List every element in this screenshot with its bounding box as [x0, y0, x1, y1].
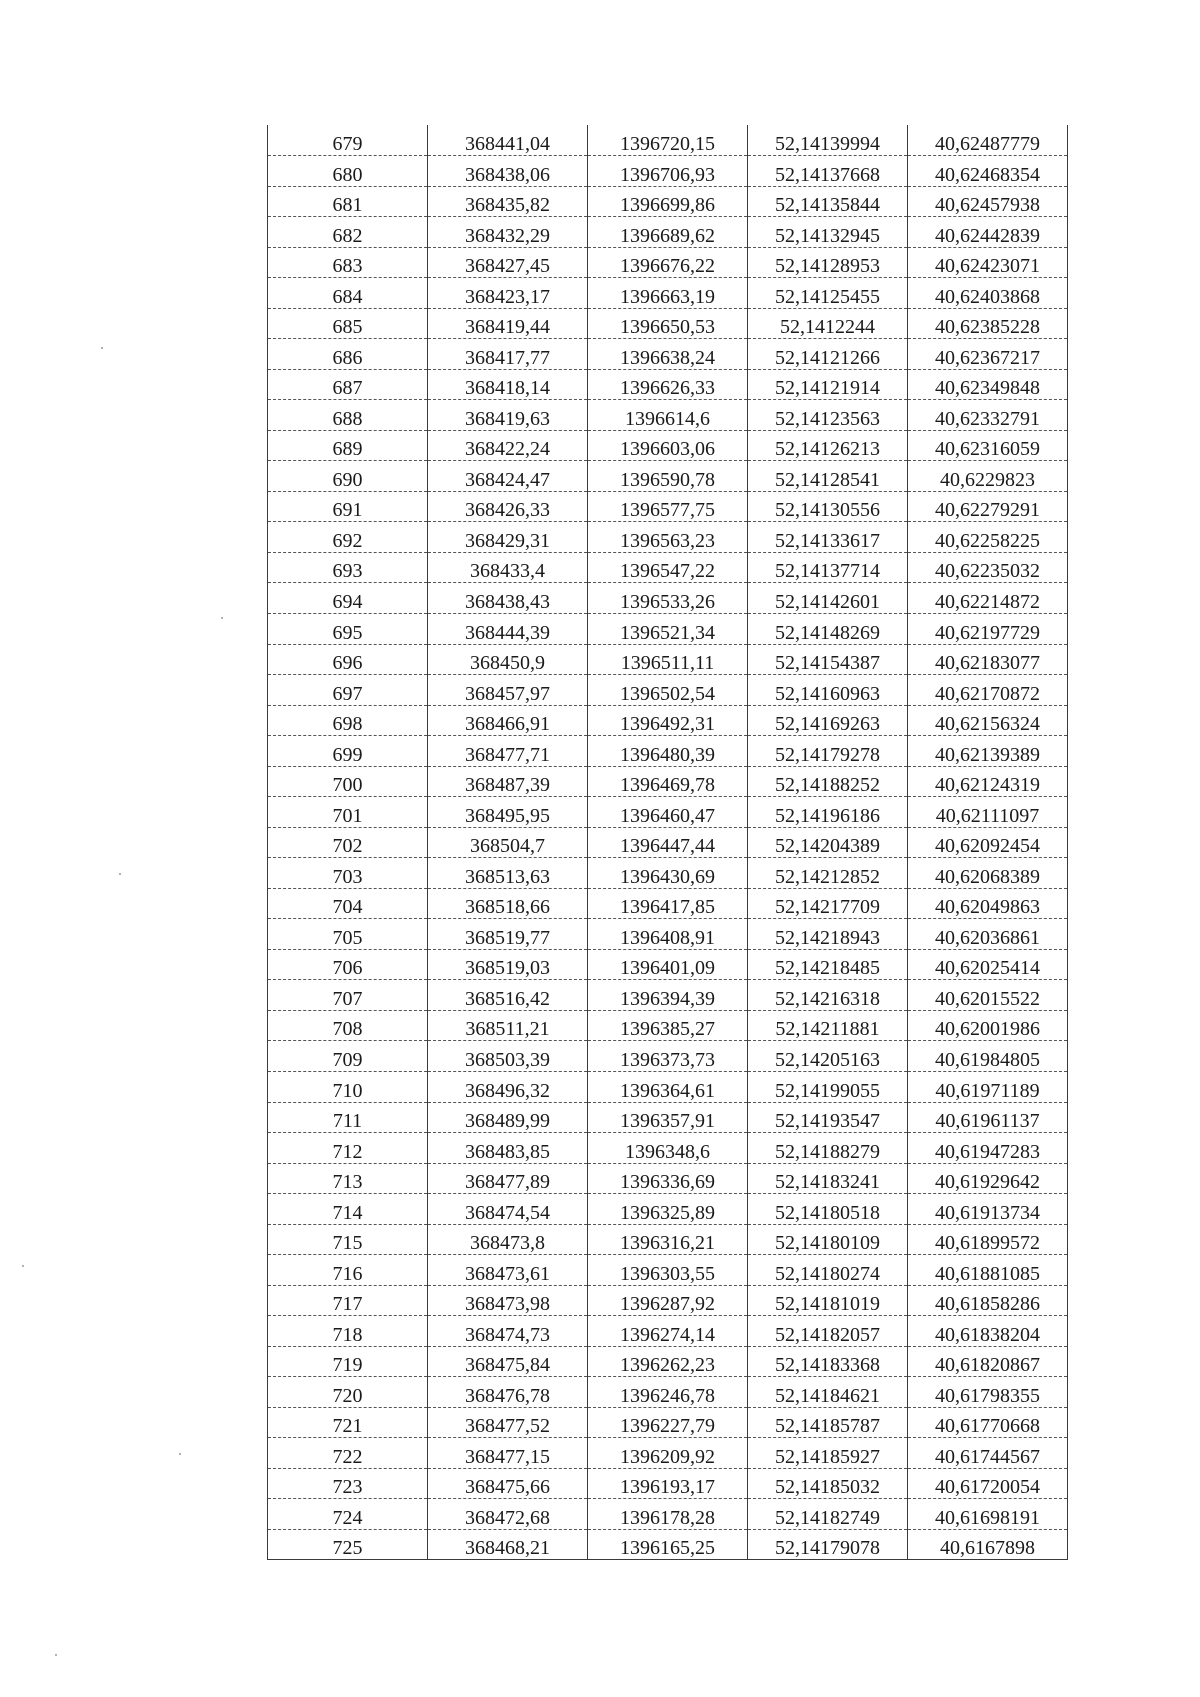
- latitude-cell: 52,14128541: [748, 461, 908, 492]
- scan-speck: [22, 1265, 24, 1267]
- coord-y-cell: 1396373,73: [588, 1041, 748, 1072]
- latitude-cell: 52,14179078: [748, 1529, 908, 1560]
- longitude-cell: 40,62197729: [908, 614, 1068, 645]
- coord-x-cell: 368419,44: [428, 308, 588, 339]
- table-row: [268, 1316, 1068, 1347]
- coord-y-cell: 1396563,23: [588, 522, 748, 553]
- latitude-cell: 52,14135844: [748, 186, 908, 217]
- point-number-cell: 683: [268, 247, 428, 278]
- coord-x-cell: 368474,73: [428, 1316, 588, 1347]
- longitude-cell: 40,62170872: [908, 675, 1068, 706]
- point-number-cell: 691: [268, 491, 428, 522]
- point-number-cell: 711: [268, 1102, 428, 1133]
- point-number-cell: 720: [268, 1377, 428, 1408]
- coord-y-cell: 1396394,39: [588, 980, 748, 1011]
- coord-y-cell: 1396385,27: [588, 1010, 748, 1041]
- coord-x-cell: 368474,54: [428, 1194, 588, 1225]
- latitude-cell: 52,14217709: [748, 888, 908, 919]
- table-row: [268, 1468, 1068, 1499]
- latitude-cell: 52,14154387: [748, 644, 908, 675]
- latitude-cell: 52,14180518: [748, 1194, 908, 1225]
- coord-x-cell: 368519,77: [428, 919, 588, 950]
- coord-y-cell: 1396547,22: [588, 552, 748, 583]
- coord-x-cell: 368417,77: [428, 339, 588, 370]
- table-row: [268, 369, 1068, 400]
- table-row: [268, 186, 1068, 217]
- latitude-cell: 52,14205163: [748, 1041, 908, 1072]
- longitude-cell: 40,62468354: [908, 156, 1068, 187]
- point-number-cell: 679: [268, 125, 428, 156]
- table-row: [268, 522, 1068, 553]
- point-number-cell: 706: [268, 949, 428, 980]
- latitude-cell: 52,14125455: [748, 278, 908, 309]
- longitude-cell: 40,61929642: [908, 1163, 1068, 1194]
- longitude-cell: 40,62214872: [908, 583, 1068, 614]
- coordinates-table-body: [268, 125, 1068, 1560]
- table-row: [268, 797, 1068, 828]
- latitude-cell: 52,14185032: [748, 1468, 908, 1499]
- table-row: [268, 1438, 1068, 1469]
- coord-x-cell: 368503,39: [428, 1041, 588, 1072]
- coord-x-cell: 368435,82: [428, 186, 588, 217]
- coord-y-cell: 1396364,61: [588, 1071, 748, 1102]
- longitude-cell: 40,62367217: [908, 339, 1068, 370]
- longitude-cell: 40,62183077: [908, 644, 1068, 675]
- point-number-cell: 712: [268, 1133, 428, 1164]
- longitude-cell: 40,62015522: [908, 980, 1068, 1011]
- table-row: [268, 125, 1068, 156]
- point-number-cell: 721: [268, 1407, 428, 1438]
- longitude-cell: 40,62111097: [908, 797, 1068, 828]
- longitude-cell: 40,62258225: [908, 522, 1068, 553]
- longitude-cell: 40,61698191: [908, 1499, 1068, 1530]
- coord-x-cell: 368477,52: [428, 1407, 588, 1438]
- latitude-cell: 52,14121914: [748, 369, 908, 400]
- longitude-cell: 40,61770668: [908, 1407, 1068, 1438]
- table-row: [268, 644, 1068, 675]
- latitude-cell: 52,14179278: [748, 736, 908, 767]
- coord-x-cell: 368489,99: [428, 1102, 588, 1133]
- table-row: [268, 980, 1068, 1011]
- point-number-cell: 690: [268, 461, 428, 492]
- table-row: [268, 614, 1068, 645]
- point-number-cell: 705: [268, 919, 428, 950]
- coord-x-cell: 368450,9: [428, 644, 588, 675]
- coord-x-cell: 368495,95: [428, 797, 588, 828]
- table-row: [268, 1285, 1068, 1316]
- table-row: [268, 339, 1068, 370]
- table-row: [268, 552, 1068, 583]
- point-number-cell: 723: [268, 1468, 428, 1499]
- point-number-cell: 694: [268, 583, 428, 614]
- point-number-cell: 680: [268, 156, 428, 187]
- coord-y-cell: 1396316,21: [588, 1224, 748, 1255]
- point-number-cell: 698: [268, 705, 428, 736]
- coord-x-cell: 368438,43: [428, 583, 588, 614]
- longitude-cell: 40,62385228: [908, 308, 1068, 339]
- coord-x-cell: 368473,61: [428, 1255, 588, 1286]
- coord-y-cell: 1396417,85: [588, 888, 748, 919]
- coord-y-cell: 1396227,79: [588, 1407, 748, 1438]
- point-number-cell: 702: [268, 827, 428, 858]
- coord-x-cell: 368433,4: [428, 552, 588, 583]
- table-row: [268, 1407, 1068, 1438]
- scan-speck: [101, 347, 103, 349]
- coord-y-cell: 1396408,91: [588, 919, 748, 950]
- table-row: [268, 1041, 1068, 1072]
- longitude-cell: 40,62036861: [908, 919, 1068, 950]
- point-number-cell: 689: [268, 430, 428, 461]
- coord-x-cell: 368423,17: [428, 278, 588, 309]
- table-row: [268, 1224, 1068, 1255]
- coord-y-cell: 1396663,19: [588, 278, 748, 309]
- coord-y-cell: 1396626,33: [588, 369, 748, 400]
- longitude-cell: 40,62457938: [908, 186, 1068, 217]
- table-row: [268, 1163, 1068, 1194]
- latitude-cell: 52,14188252: [748, 766, 908, 797]
- coord-y-cell: 1396699,86: [588, 186, 748, 217]
- longitude-cell: 40,61744567: [908, 1438, 1068, 1469]
- coord-y-cell: 1396401,09: [588, 949, 748, 980]
- longitude-cell: 40,62025414: [908, 949, 1068, 980]
- longitude-cell: 40,62403868: [908, 278, 1068, 309]
- latitude-cell: 52,14218485: [748, 949, 908, 980]
- table-row: [268, 247, 1068, 278]
- table-row: [268, 217, 1068, 248]
- coord-x-cell: 368477,71: [428, 736, 588, 767]
- point-number-cell: 701: [268, 797, 428, 828]
- coord-x-cell: 368519,03: [428, 949, 588, 980]
- table-row: [268, 949, 1068, 980]
- table-row: [268, 491, 1068, 522]
- latitude-cell: 52,14132945: [748, 217, 908, 248]
- table-row: [268, 736, 1068, 767]
- latitude-cell: 52,14211881: [748, 1010, 908, 1041]
- table-row: [268, 1133, 1068, 1164]
- point-number-cell: 713: [268, 1163, 428, 1194]
- coord-y-cell: 1396325,89: [588, 1194, 748, 1225]
- longitude-cell: 40,62001986: [908, 1010, 1068, 1041]
- point-number-cell: 684: [268, 278, 428, 309]
- coord-y-cell: 1396287,92: [588, 1285, 748, 1316]
- table-row: [268, 705, 1068, 736]
- coord-y-cell: 1396502,54: [588, 675, 748, 706]
- coord-x-cell: 368487,39: [428, 766, 588, 797]
- latitude-cell: 52,14121266: [748, 339, 908, 370]
- latitude-cell: 52,14185927: [748, 1438, 908, 1469]
- coord-y-cell: 1396603,06: [588, 430, 748, 461]
- longitude-cell: 40,62487779: [908, 125, 1068, 156]
- coord-x-cell: 368418,14: [428, 369, 588, 400]
- longitude-cell: 40,62332791: [908, 400, 1068, 431]
- point-number-cell: 719: [268, 1346, 428, 1377]
- latitude-cell: 52,14196186: [748, 797, 908, 828]
- coord-y-cell: 1396165,25: [588, 1529, 748, 1560]
- longitude-cell: 40,61720054: [908, 1468, 1068, 1499]
- point-number-cell: 715: [268, 1224, 428, 1255]
- point-number-cell: 718: [268, 1316, 428, 1347]
- scan-speck: [179, 1453, 181, 1455]
- coord-y-cell: 1396348,6: [588, 1133, 748, 1164]
- table-row: [268, 1499, 1068, 1530]
- point-number-cell: 687: [268, 369, 428, 400]
- latitude-cell: 52,14184621: [748, 1377, 908, 1408]
- latitude-cell: 52,14160963: [748, 675, 908, 706]
- table-row: [268, 919, 1068, 950]
- point-number-cell: 697: [268, 675, 428, 706]
- table-row: [268, 1102, 1068, 1133]
- coord-y-cell: 1396689,62: [588, 217, 748, 248]
- point-number-cell: 717: [268, 1285, 428, 1316]
- coord-y-cell: 1396614,6: [588, 400, 748, 431]
- coord-x-cell: 368468,21: [428, 1529, 588, 1560]
- longitude-cell: 40,61798355: [908, 1377, 1068, 1408]
- latitude-cell: 52,14123563: [748, 400, 908, 431]
- point-number-cell: 709: [268, 1041, 428, 1072]
- coord-x-cell: 368473,8: [428, 1224, 588, 1255]
- latitude-cell: 52,14148269: [748, 614, 908, 645]
- table-row: [268, 675, 1068, 706]
- latitude-cell: 52,14183241: [748, 1163, 908, 1194]
- point-number-cell: 685: [268, 308, 428, 339]
- longitude-cell: 40,62068389: [908, 858, 1068, 889]
- table-row: [268, 766, 1068, 797]
- coordinates-table: [267, 125, 1068, 1560]
- longitude-cell: 40,61858286: [908, 1285, 1068, 1316]
- point-number-cell: 703: [268, 858, 428, 889]
- coord-x-cell: 368475,66: [428, 1468, 588, 1499]
- coord-x-cell: 368504,7: [428, 827, 588, 858]
- coord-y-cell: 1396511,11: [588, 644, 748, 675]
- coord-x-cell: 368432,29: [428, 217, 588, 248]
- coord-x-cell: 368466,91: [428, 705, 588, 736]
- latitude-cell: 52,14181019: [748, 1285, 908, 1316]
- longitude-cell: 40,62442839: [908, 217, 1068, 248]
- point-number-cell: 686: [268, 339, 428, 370]
- point-number-cell: 700: [268, 766, 428, 797]
- table-row: [268, 400, 1068, 431]
- coord-y-cell: 1396357,91: [588, 1102, 748, 1133]
- coord-y-cell: 1396303,55: [588, 1255, 748, 1286]
- longitude-cell: 40,62092454: [908, 827, 1068, 858]
- point-number-cell: 695: [268, 614, 428, 645]
- latitude-cell: 52,14182749: [748, 1499, 908, 1530]
- latitude-cell: 52,14139994: [748, 125, 908, 156]
- point-number-cell: 722: [268, 1438, 428, 1469]
- table-row: [268, 1010, 1068, 1041]
- longitude-cell: 40,61838204: [908, 1316, 1068, 1347]
- coord-x-cell: 368477,89: [428, 1163, 588, 1194]
- coord-y-cell: 1396676,22: [588, 247, 748, 278]
- latitude-cell: 52,14188279: [748, 1133, 908, 1164]
- coord-y-cell: 1396274,14: [588, 1316, 748, 1347]
- longitude-cell: 40,62279291: [908, 491, 1068, 522]
- coord-x-cell: 368424,47: [428, 461, 588, 492]
- longitude-cell: 40,61961137: [908, 1102, 1068, 1133]
- coord-x-cell: 368472,68: [428, 1499, 588, 1530]
- coord-x-cell: 368511,21: [428, 1010, 588, 1041]
- latitude-cell: 52,14183368: [748, 1346, 908, 1377]
- latitude-cell: 52,14212852: [748, 858, 908, 889]
- coord-y-cell: 1396447,44: [588, 827, 748, 858]
- coord-x-cell: 368516,42: [428, 980, 588, 1011]
- table-row: [268, 888, 1068, 919]
- point-number-cell: 692: [268, 522, 428, 553]
- coord-x-cell: 368419,63: [428, 400, 588, 431]
- latitude-cell: 52,14169263: [748, 705, 908, 736]
- latitude-cell: 52,14180109: [748, 1224, 908, 1255]
- coord-y-cell: 1396480,39: [588, 736, 748, 767]
- latitude-cell: 52,14199055: [748, 1071, 908, 1102]
- latitude-cell: 52,14130556: [748, 491, 908, 522]
- longitude-cell: 40,6229823: [908, 461, 1068, 492]
- point-number-cell: 681: [268, 186, 428, 217]
- longitude-cell: 40,62349848: [908, 369, 1068, 400]
- coord-y-cell: 1396193,17: [588, 1468, 748, 1499]
- longitude-cell: 40,62124319: [908, 766, 1068, 797]
- point-number-cell: 704: [268, 888, 428, 919]
- coord-y-cell: 1396706,93: [588, 156, 748, 187]
- coord-x-cell: 368426,33: [428, 491, 588, 522]
- coord-y-cell: 1396460,47: [588, 797, 748, 828]
- coord-x-cell: 368475,84: [428, 1346, 588, 1377]
- table-row: [268, 1529, 1068, 1560]
- coord-x-cell: 368477,15: [428, 1438, 588, 1469]
- longitude-cell: 40,61984805: [908, 1041, 1068, 1072]
- coord-y-cell: 1396521,34: [588, 614, 748, 645]
- point-number-cell: 707: [268, 980, 428, 1011]
- coord-x-cell: 368457,97: [428, 675, 588, 706]
- coord-y-cell: 1396492,31: [588, 705, 748, 736]
- longitude-cell: 40,61881085: [908, 1255, 1068, 1286]
- coord-x-cell: 368444,39: [428, 614, 588, 645]
- table-row: [268, 827, 1068, 858]
- table-row: [268, 1346, 1068, 1377]
- coord-y-cell: 1396720,15: [588, 125, 748, 156]
- longitude-cell: 40,62423071: [908, 247, 1068, 278]
- coord-x-cell: 368441,04: [428, 125, 588, 156]
- table-row: [268, 430, 1068, 461]
- latitude-cell: 52,14180274: [748, 1255, 908, 1286]
- coord-x-cell: 368429,31: [428, 522, 588, 553]
- coord-y-cell: 1396178,28: [588, 1499, 748, 1530]
- table-row: [268, 461, 1068, 492]
- point-number-cell: 693: [268, 552, 428, 583]
- table-row: [268, 583, 1068, 614]
- point-number-cell: 716: [268, 1255, 428, 1286]
- table-row: [268, 308, 1068, 339]
- table-row: [268, 1255, 1068, 1286]
- latitude-cell: 52,14142601: [748, 583, 908, 614]
- latitude-cell: 52,1412244: [748, 308, 908, 339]
- latitude-cell: 52,14128953: [748, 247, 908, 278]
- latitude-cell: 52,14137714: [748, 552, 908, 583]
- latitude-cell: 52,14137668: [748, 156, 908, 187]
- point-number-cell: 714: [268, 1194, 428, 1225]
- coord-x-cell: 368422,24: [428, 430, 588, 461]
- point-number-cell: 724: [268, 1499, 428, 1530]
- longitude-cell: 40,62139389: [908, 736, 1068, 767]
- latitude-cell: 52,14133617: [748, 522, 908, 553]
- coord-y-cell: 1396430,69: [588, 858, 748, 889]
- longitude-cell: 40,61899572: [908, 1224, 1068, 1255]
- coord-y-cell: 1396590,78: [588, 461, 748, 492]
- longitude-cell: 40,61820867: [908, 1346, 1068, 1377]
- coord-y-cell: 1396577,75: [588, 491, 748, 522]
- scan-speck: [221, 617, 223, 619]
- latitude-cell: 52,14204389: [748, 827, 908, 858]
- table-row: [268, 1194, 1068, 1225]
- longitude-cell: 40,62316059: [908, 430, 1068, 461]
- longitude-cell: 40,62235032: [908, 552, 1068, 583]
- table-row: [268, 1071, 1068, 1102]
- coord-x-cell: 368476,78: [428, 1377, 588, 1408]
- coord-y-cell: 1396246,78: [588, 1377, 748, 1408]
- coord-y-cell: 1396336,69: [588, 1163, 748, 1194]
- coord-x-cell: 368513,63: [428, 858, 588, 889]
- longitude-cell: 40,61947283: [908, 1133, 1068, 1164]
- longitude-cell: 40,61913734: [908, 1194, 1068, 1225]
- coord-x-cell: 368483,85: [428, 1133, 588, 1164]
- latitude-cell: 52,14182057: [748, 1316, 908, 1347]
- point-number-cell: 710: [268, 1071, 428, 1102]
- coord-y-cell: 1396650,53: [588, 308, 748, 339]
- latitude-cell: 52,14218943: [748, 919, 908, 950]
- latitude-cell: 52,14185787: [748, 1407, 908, 1438]
- table-row: [268, 156, 1068, 187]
- latitude-cell: 52,14216318: [748, 980, 908, 1011]
- coord-x-cell: 368473,98: [428, 1285, 588, 1316]
- point-number-cell: 682: [268, 217, 428, 248]
- table-row: [268, 858, 1068, 889]
- point-number-cell: 696: [268, 644, 428, 675]
- coord-y-cell: 1396209,92: [588, 1438, 748, 1469]
- coord-y-cell: 1396262,23: [588, 1346, 748, 1377]
- point-number-cell: 708: [268, 1010, 428, 1041]
- coord-x-cell: 368427,45: [428, 247, 588, 278]
- coord-x-cell: 368496,32: [428, 1071, 588, 1102]
- point-number-cell: 688: [268, 400, 428, 431]
- table-row: [268, 278, 1068, 309]
- table-row: [268, 1377, 1068, 1408]
- coord-y-cell: 1396469,78: [588, 766, 748, 797]
- longitude-cell: 40,6167898: [908, 1529, 1068, 1560]
- coord-y-cell: 1396533,26: [588, 583, 748, 614]
- coord-x-cell: 368438,06: [428, 156, 588, 187]
- coord-y-cell: 1396638,24: [588, 339, 748, 370]
- scan-speck: [55, 1654, 57, 1656]
- longitude-cell: 40,62049863: [908, 888, 1068, 919]
- latitude-cell: 52,14126213: [748, 430, 908, 461]
- coord-x-cell: 368518,66: [428, 888, 588, 919]
- point-number-cell: 725: [268, 1529, 428, 1560]
- longitude-cell: 40,61971189: [908, 1071, 1068, 1102]
- scan-speck: [119, 873, 121, 875]
- longitude-cell: 40,62156324: [908, 705, 1068, 736]
- latitude-cell: 52,14193547: [748, 1102, 908, 1133]
- point-number-cell: 699: [268, 736, 428, 767]
